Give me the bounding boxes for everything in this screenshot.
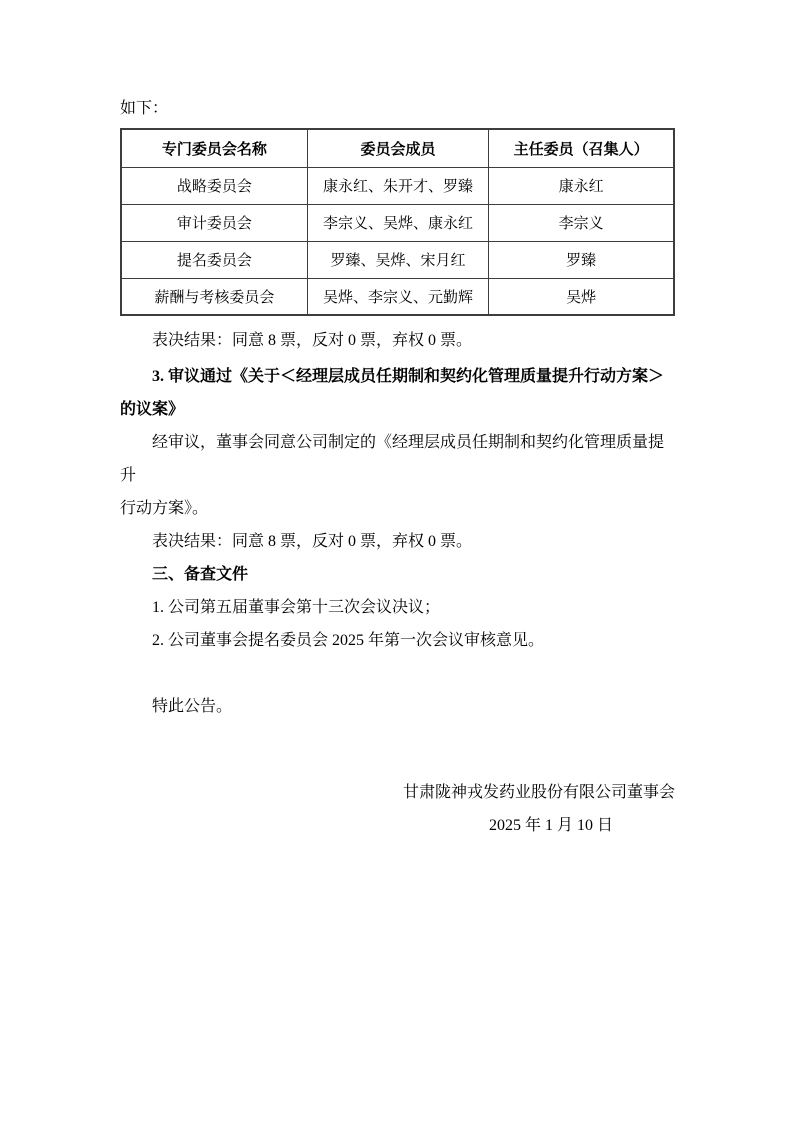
resolution-3-body-line-1: 经审议，董事会同意公司制定的《经理层成员任期制和契约化管理质量提升	[120, 434, 665, 484]
cell-chair: 罗臻	[489, 241, 674, 278]
cell-chair: 吴烨	[489, 278, 674, 315]
cell-committee-name: 提名委员会	[121, 241, 307, 278]
resolution-3-body-line-2: 行动方案》。	[120, 500, 209, 517]
cell-members: 李宗义、吴烨、康永红	[307, 204, 488, 241]
resolution-3-heading-line-2: 的议案》	[120, 401, 185, 418]
reference-doc-1: 1. 公司第五届董事会第十三次会议决议；	[152, 599, 441, 616]
vote-result-1-text: 表决结果：同意 8 票，反对 0 票，弃权 0 票。	[152, 332, 473, 349]
vote-result-2-text: 表决结果：同意 8 票，反对 0 票，弃权 0 票。	[152, 533, 473, 550]
cell-members: 康永红、朱开才、罗臻	[307, 167, 488, 204]
table-row	[121, 204, 674, 241]
closing-text: 特此公告。	[152, 698, 233, 715]
resolution-3-heading-line-1: 3. 审议通过《关于＜经理层成员任期制和契约化管理质量提升行动方案＞	[152, 368, 665, 385]
header-committee-name: 专门委员会名称	[121, 129, 307, 167]
intro-text: 如下：	[120, 100, 169, 117]
header-chair: 主任委员（召集人）	[489, 129, 674, 167]
table-row	[121, 241, 674, 278]
cell-committee-name: 薪酬与考核委员会	[121, 278, 307, 315]
cell-committee-name: 审计委员会	[121, 204, 307, 241]
header-members: 委员会成员	[307, 129, 488, 167]
reference-doc-2: 2. 公司董事会提名委员会 2025 年第一次会议审核意见。	[152, 632, 545, 649]
signature-date: 2025 年 1 月 10 日	[488, 817, 613, 834]
committees-table	[120, 128, 675, 316]
signature-block	[120, 776, 675, 843]
cell-committee-name: 战略委员会	[121, 167, 307, 204]
signature-company: 甘肃陇神戎发药业股份有限公司董事会	[402, 784, 675, 801]
table-header-row	[121, 129, 674, 167]
cell-chair: 李宗义	[489, 204, 674, 241]
cell-members: 吴烨、李宗义、元勤辉	[307, 278, 488, 315]
table-row	[121, 278, 674, 315]
section-3-heading: 三、备查文件	[152, 566, 249, 583]
cell-chair: 康永红	[489, 167, 674, 204]
table-row	[121, 167, 674, 204]
cell-members: 罗臻、吴烨、宋月红	[307, 241, 488, 278]
